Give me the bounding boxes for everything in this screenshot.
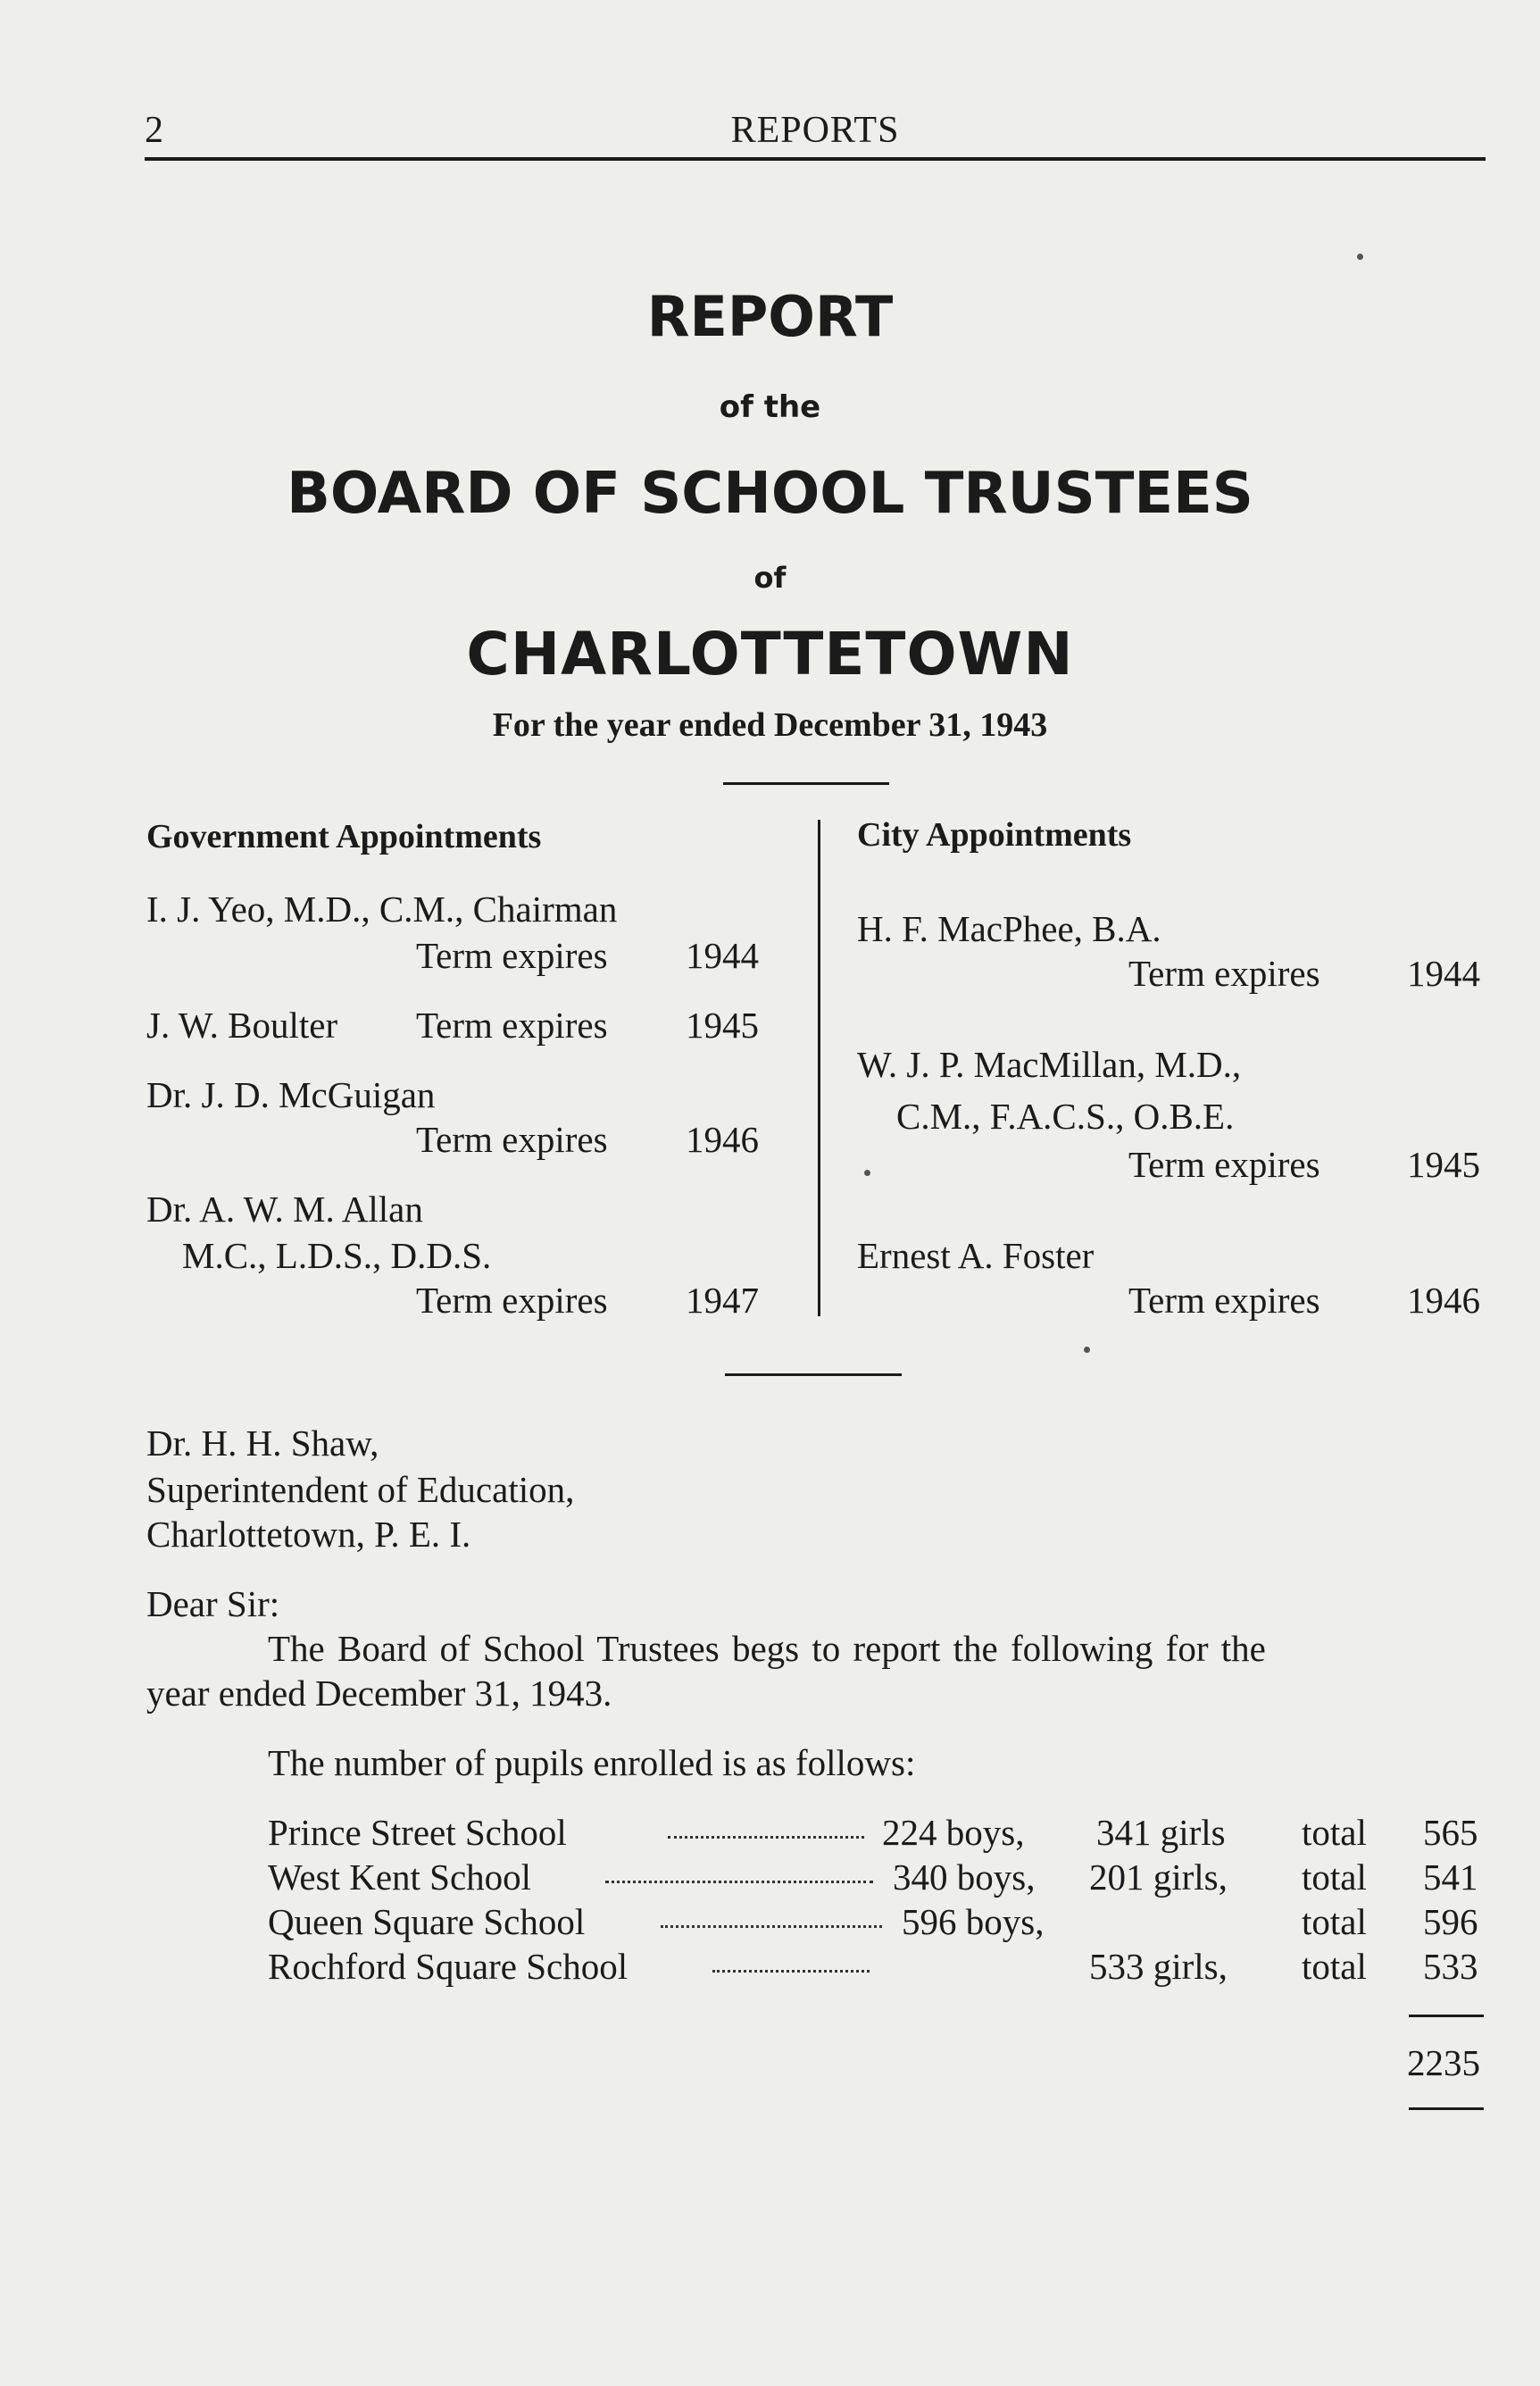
member-name: H. F. MacPhee, B.A. bbox=[857, 908, 1161, 949]
year-subtitle: For the year ended December 31, 1943 bbox=[492, 706, 1048, 744]
member-name: Ernest A. Foster bbox=[857, 1235, 1095, 1276]
scan-speck bbox=[1357, 254, 1363, 260]
term-label: Term expires bbox=[416, 935, 608, 976]
column-divider bbox=[818, 820, 820, 1316]
term-label: Term expires bbox=[1128, 953, 1320, 994]
girls-count: 341 girls bbox=[1096, 1812, 1226, 1853]
total-label: total bbox=[1302, 1901, 1367, 1942]
address-line: Charlottetown, P. E. I. bbox=[146, 1514, 471, 1555]
school-name: Rochford Square School bbox=[268, 1946, 628, 1987]
member-name: Dr. J. D. McGuigan bbox=[146, 1074, 436, 1115]
term-label: Term expires bbox=[1128, 1144, 1320, 1185]
divider-rule bbox=[723, 782, 889, 785]
term-year: 1946 bbox=[1407, 1280, 1480, 1321]
member-name: Dr. A. W. M. Allan bbox=[146, 1189, 423, 1230]
divider-rule bbox=[725, 1373, 902, 1376]
table-row bbox=[0, 1900, 1540, 1945]
city-heading: City Appointments bbox=[857, 816, 1132, 854]
school-name: West Kent School bbox=[268, 1856, 532, 1898]
dot-leader bbox=[661, 1922, 882, 1928]
dot-leader bbox=[712, 1966, 870, 1973]
boys-count: 596 boys, bbox=[902, 1901, 1045, 1942]
dot-leader bbox=[668, 1832, 864, 1839]
government-heading: Government Appointments bbox=[146, 818, 542, 855]
row-total: 541 bbox=[1423, 1856, 1478, 1898]
row-total: 596 bbox=[1423, 1901, 1478, 1942]
title-of-the: of the bbox=[719, 389, 821, 425]
term-year: 1947 bbox=[686, 1280, 759, 1321]
board-title: BOARD OF SCHOOL TRUSTEES bbox=[287, 461, 1253, 527]
letter-paragraph: The Board of School Trustees begs to report the following for the bbox=[268, 1628, 1266, 1669]
term-year: 1944 bbox=[1407, 953, 1480, 994]
term-year: 1946 bbox=[686, 1119, 759, 1160]
school-name: Prince Street School bbox=[268, 1812, 567, 1853]
member-credentials: C.M., F.A.C.S., O.B.E. bbox=[896, 1096, 1235, 1137]
city-title: CHARLOTTETOWN bbox=[466, 620, 1074, 688]
term-year: 1945 bbox=[686, 1005, 759, 1046]
running-title: REPORTS bbox=[730, 110, 900, 151]
term-year: 1945 bbox=[1407, 1144, 1480, 1185]
title-of: of bbox=[753, 561, 787, 595]
page-number: 2 bbox=[145, 110, 163, 151]
row-total: 565 bbox=[1423, 1812, 1478, 1853]
boys-count: 340 boys, bbox=[893, 1856, 1036, 1898]
term-label: Term expires bbox=[416, 1005, 608, 1046]
term-label: Term expires bbox=[416, 1280, 608, 1321]
table-row bbox=[0, 1945, 1540, 1990]
dot-leader bbox=[605, 1877, 873, 1883]
grand-total: 2235 bbox=[1407, 2042, 1480, 2083]
total-label: total bbox=[1302, 1856, 1367, 1898]
address-line: Dr. H. H. Shaw, bbox=[146, 1422, 379, 1464]
member-name: W. J. P. MacMillan, M.D., bbox=[857, 1044, 1242, 1085]
address-line: Superintendent of Education, bbox=[146, 1469, 575, 1510]
table-row bbox=[0, 1811, 1540, 1856]
school-name: Queen Square School bbox=[268, 1901, 586, 1942]
salutation: Dear Sir: bbox=[146, 1583, 280, 1624]
term-label: Term expires bbox=[1128, 1280, 1320, 1321]
row-total: 533 bbox=[1423, 1946, 1478, 1987]
total-label: total bbox=[1302, 1812, 1367, 1853]
girls-count: 533 girls, bbox=[1089, 1946, 1228, 1987]
member-name: I. J. Yeo, M.D., C.M., Chairman bbox=[146, 888, 618, 930]
term-label: Term expires bbox=[416, 1119, 608, 1160]
member-credentials: M.C., L.D.S., D.D.S. bbox=[182, 1235, 492, 1276]
report-title: REPORT bbox=[646, 284, 894, 349]
member-name: J. W. Boulter bbox=[146, 1005, 338, 1046]
running-header bbox=[145, 105, 1486, 161]
letter-paragraph: year ended December 31, 1943. bbox=[146, 1673, 612, 1714]
total-rule bbox=[1409, 2015, 1484, 2017]
term-year: 1944 bbox=[686, 935, 759, 976]
girls-count: 201 girls, bbox=[1089, 1856, 1228, 1898]
scan-speck bbox=[1084, 1347, 1090, 1353]
table-row bbox=[0, 1856, 1540, 1900]
total-rule bbox=[1409, 2107, 1484, 2110]
boys-count: 224 boys, bbox=[882, 1812, 1025, 1853]
total-label: total bbox=[1302, 1946, 1367, 1987]
letter-paragraph: The number of pupils enrolled is as follows: bbox=[268, 1742, 916, 1783]
scan-speck bbox=[864, 1170, 870, 1176]
